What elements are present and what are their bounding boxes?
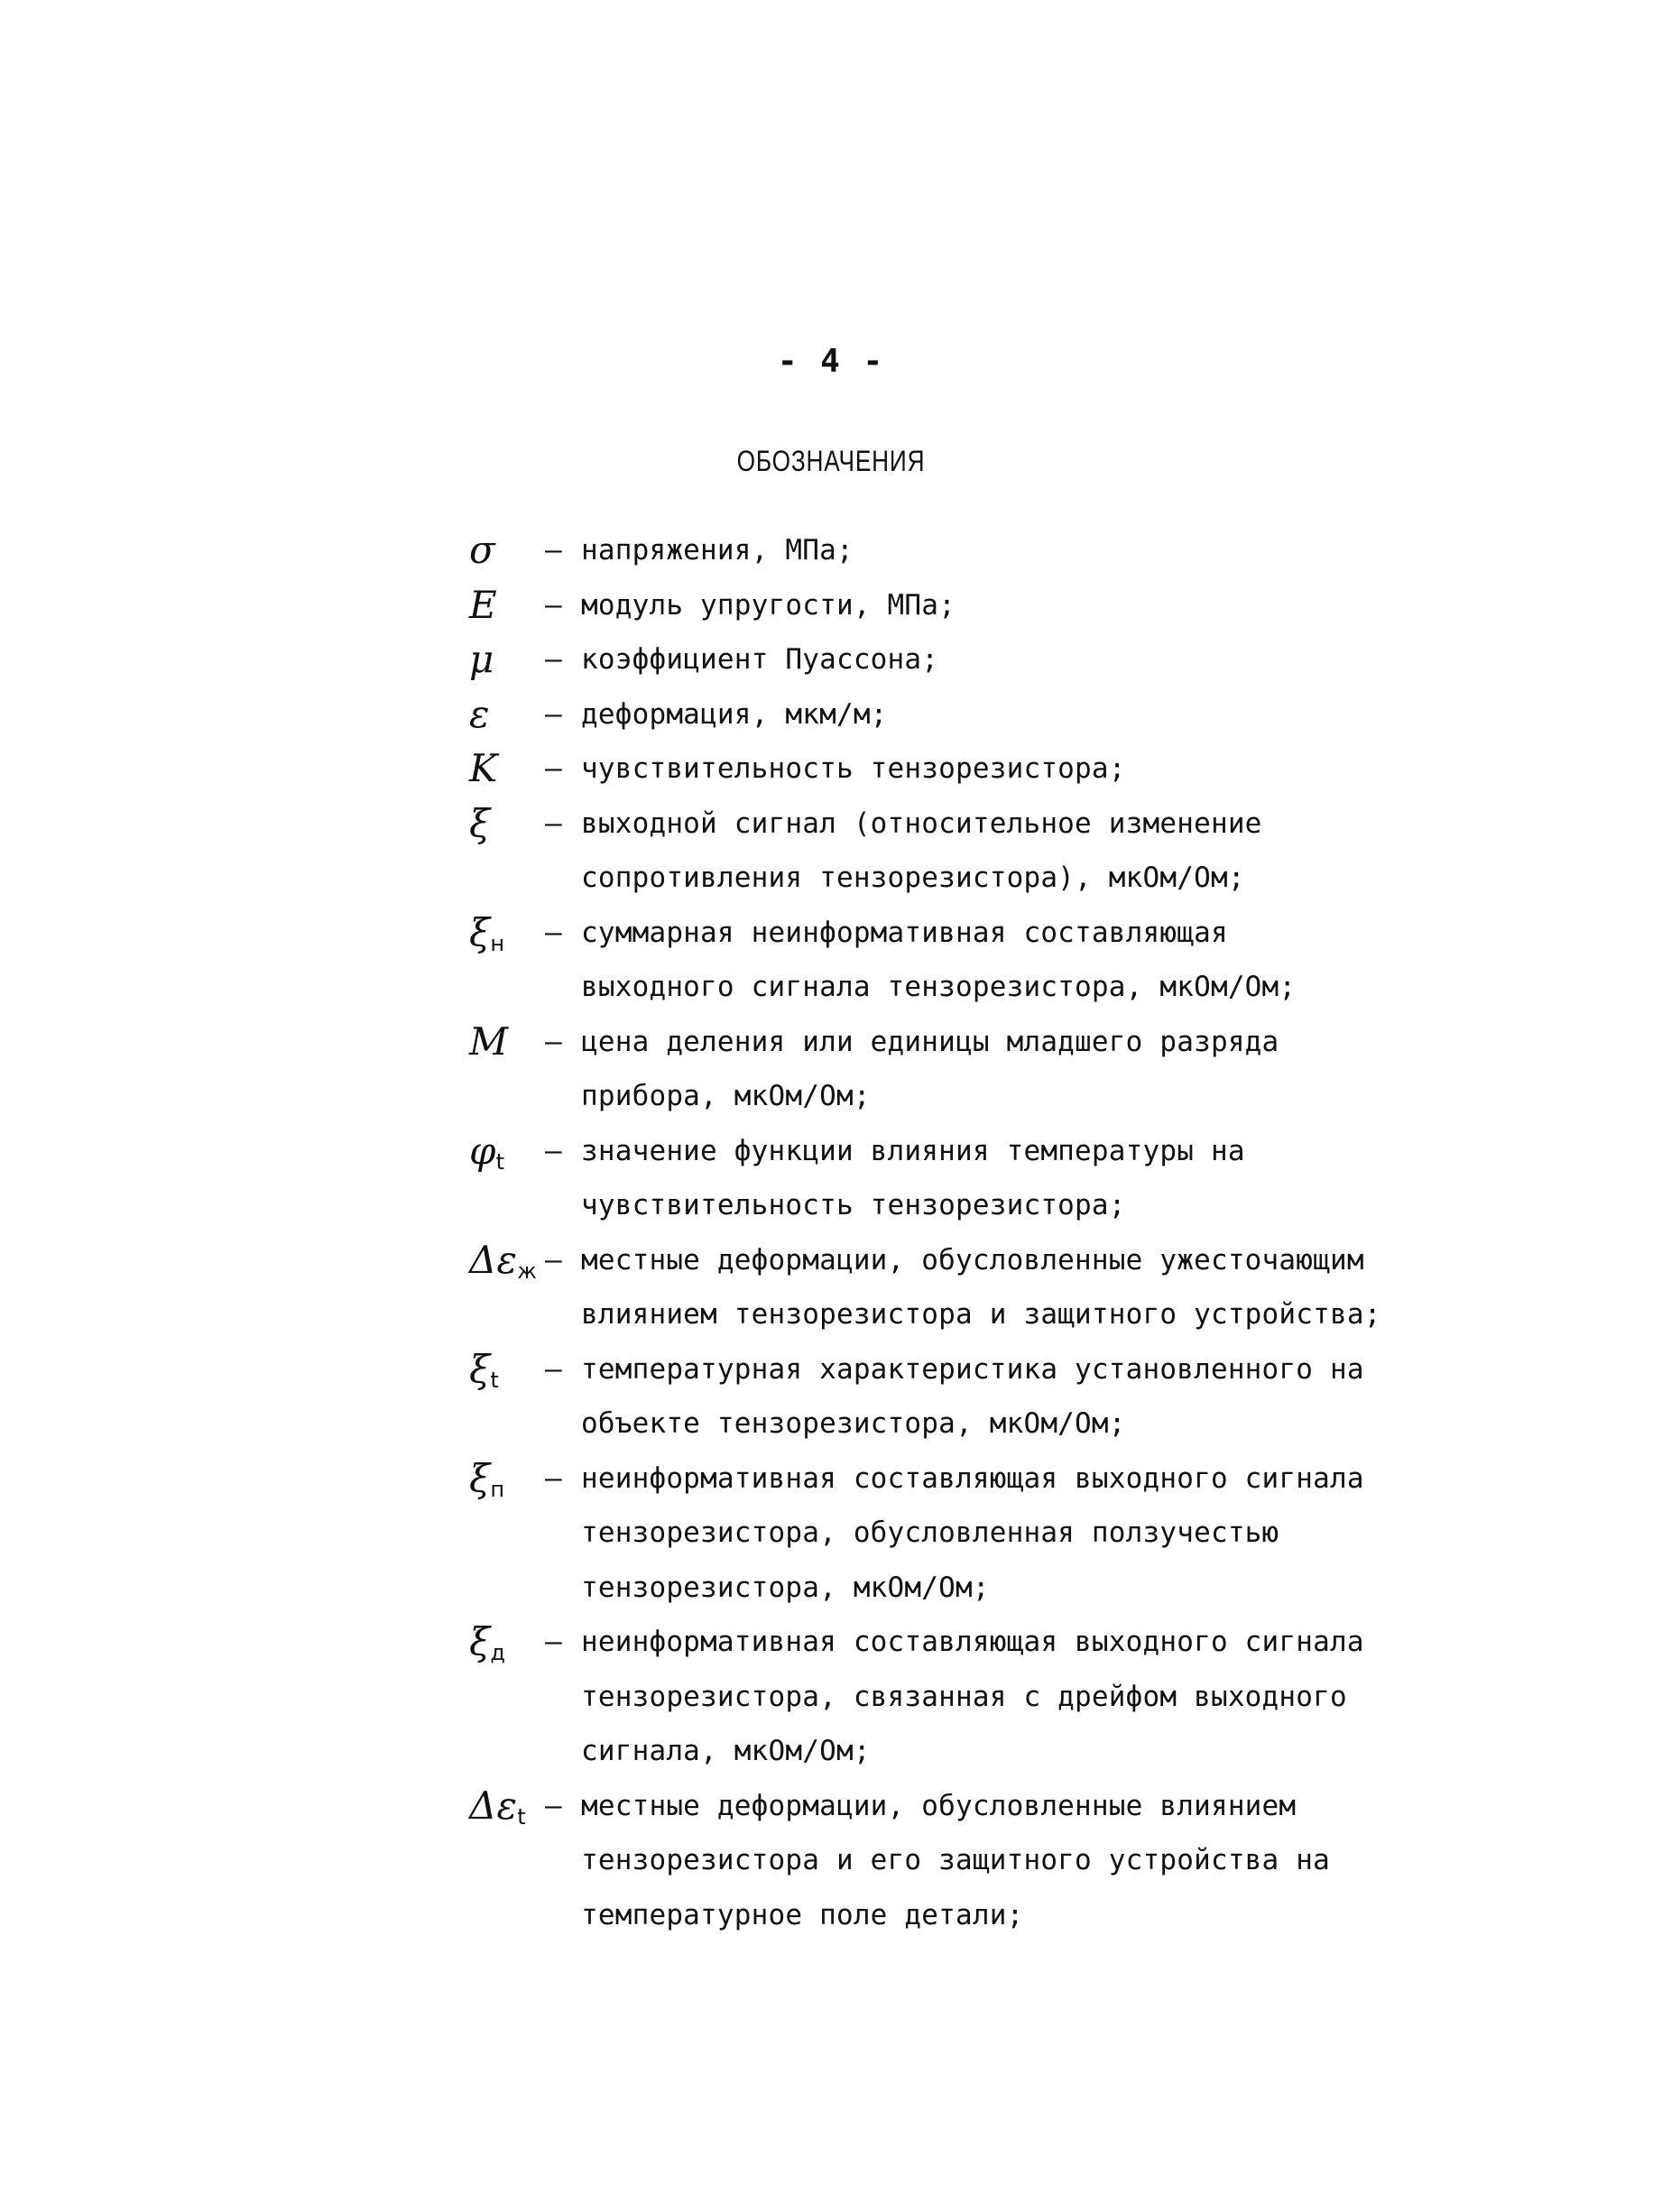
notation-dash: – <box>545 916 562 949</box>
notation-dash: – <box>545 588 562 622</box>
notation-entry <box>469 1015 1390 1124</box>
notation-description: цена деления или единицы младшего разряда прибора, мкОм/Ом; <box>581 1025 1279 1112</box>
notation-description: неинформативная составляющая выходного сигнала тензорезистора, обусловленная ползучестью тензорезистора, мкОм/Ом; <box>581 1461 1364 1604</box>
notation-symbol: σ <box>469 528 495 572</box>
notation-entry <box>469 1779 1390 1943</box>
page-title: ОБОЗНАЧЕНИЯ <box>736 445 926 477</box>
notation-entry <box>469 523 1390 578</box>
notation-dash: – <box>545 1352 562 1386</box>
notation-entry <box>469 632 1390 687</box>
notation-description: модуль упругости, МПа; <box>581 588 956 622</box>
notation-symbol: $\xi_н$ <box>469 909 505 956</box>
notation-entry <box>469 687 1390 742</box>
notation-description: деформация, мкм/м; <box>581 697 888 731</box>
page-number: - 4 - <box>777 343 885 380</box>
notation-dash: – <box>545 1789 562 1822</box>
notation-dash: – <box>545 643 562 676</box>
notation-symbol: $\xi_п$ <box>469 1455 505 1502</box>
notation-dash: – <box>545 1243 562 1277</box>
notation-description: местные деформации, обусловленные ужесточающим влиянием тензорезистора и защитного устройства; <box>581 1243 1381 1331</box>
notation-symbol: $\varphi_t$ <box>469 1128 505 1175</box>
notation-symbol: $\Delta\varepsilon_ж$ <box>469 1237 538 1284</box>
notation-symbol: μ <box>469 637 494 681</box>
notation-symbol: ε <box>469 691 490 736</box>
notation-symbol: M <box>469 1018 509 1064</box>
notation-symbol: $\Delta\varepsilon_t$ <box>469 1783 526 1830</box>
notation-entry <box>469 1452 1390 1616</box>
notation-description: температурная характеристика установленного на объекте тензорезистора, мкОм/Ом; <box>581 1352 1364 1440</box>
notation-symbol: ξ <box>469 800 491 845</box>
notation-dash: – <box>545 1134 562 1167</box>
notation-entry <box>469 1124 1390 1233</box>
notation-entry <box>469 1342 1390 1452</box>
notation-symbol: E <box>469 582 497 627</box>
notation-description: суммарная неинформативная составляющая выходного сигнала тензорезистора, мкОм/Ом; <box>581 916 1297 1003</box>
notation-entry <box>469 1233 1390 1342</box>
notation-entry <box>469 906 1390 1015</box>
notation-description: коэффициент Пуассона; <box>581 643 939 676</box>
notation-dash: – <box>545 752 562 785</box>
notation-description: чувствительность тензорезистора; <box>581 752 1126 785</box>
notation-entry <box>469 797 1390 906</box>
notation-entry <box>469 578 1390 633</box>
notation-dash: – <box>545 534 562 567</box>
notation-entry <box>469 742 1390 797</box>
notation-symbol: K <box>469 746 498 790</box>
notation-description: значение функции влияния температуры на чувствительность тензорезистора; <box>581 1134 1245 1221</box>
notation-description: неинформативная составляющая выходного сигнала тензорезистора, связанная с дрейфом выходного сигнала, мкОм/Ом; <box>581 1626 1364 1767</box>
notation-list <box>469 523 1390 1942</box>
notation-description: местные деформации, обусловленные влиянием тензорезистора и его защитного устройства на температурное поле детали; <box>581 1789 1330 1931</box>
notation-description: выходной сигнал (относительное изменение сопротивления тензорезистора), мкОм/Ом; <box>581 806 1262 894</box>
notation-dash: – <box>545 1461 562 1495</box>
notation-description: напряжения, МПа; <box>581 534 854 567</box>
notation-symbol: $\xi_t$ <box>469 1346 499 1393</box>
notation-symbol: $\xi_д$ <box>469 1619 506 1665</box>
notation-dash: – <box>545 1025 562 1058</box>
notation-entry <box>469 1615 1390 1779</box>
notation-dash: – <box>545 806 562 840</box>
notation-dash: – <box>545 1626 562 1658</box>
notation-dash: – <box>545 697 562 731</box>
